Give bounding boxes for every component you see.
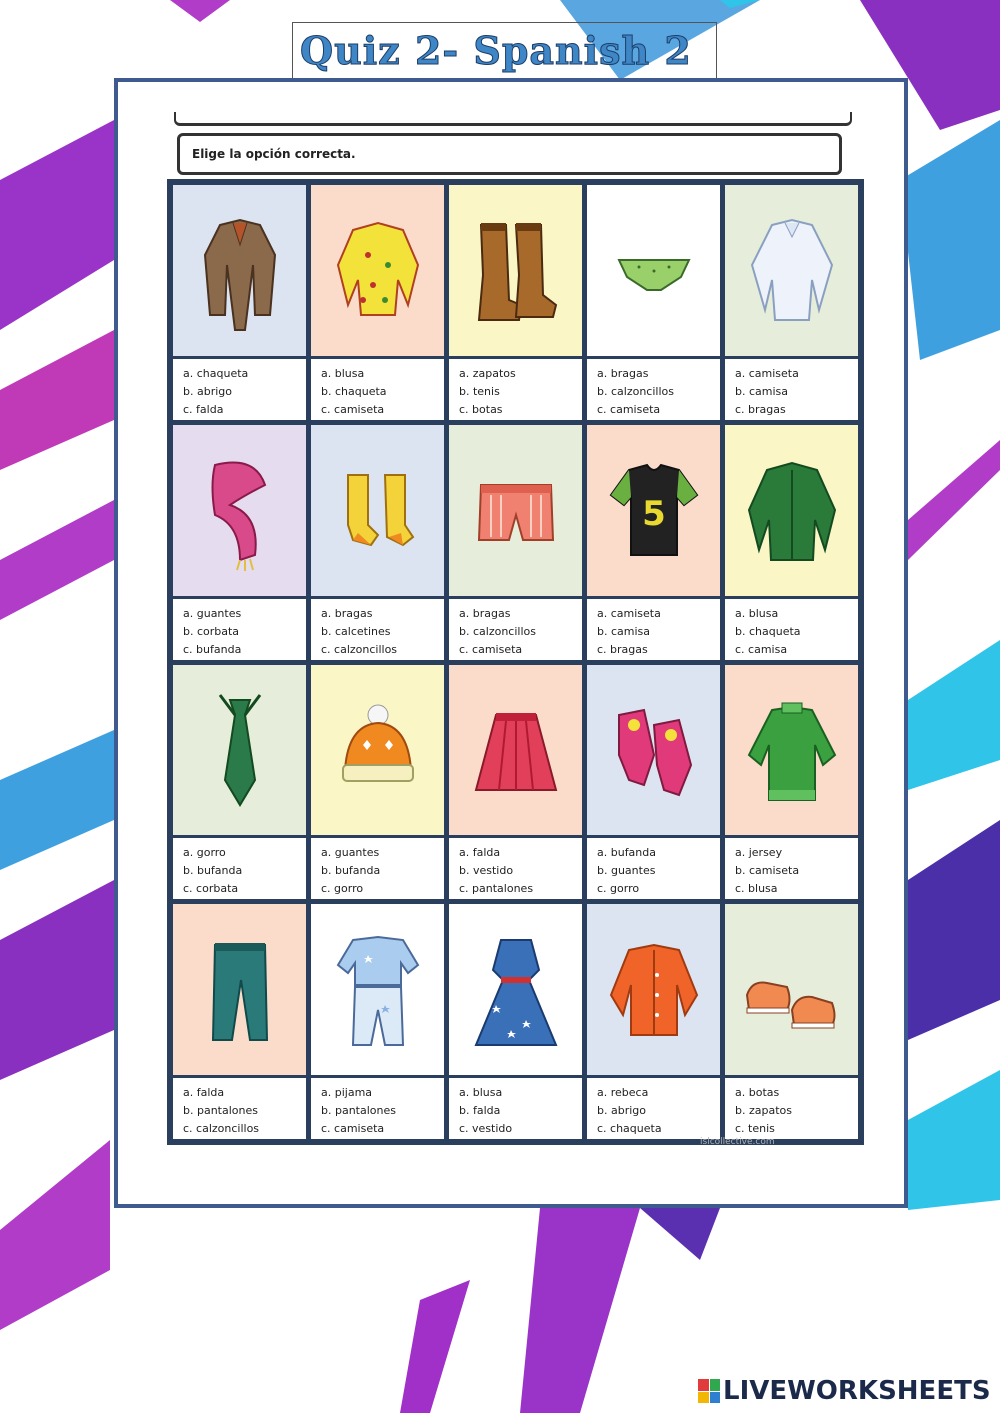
scarf-icon xyxy=(185,445,295,575)
logo-text: LIVEWORKSHEETS xyxy=(723,1376,991,1406)
card-options xyxy=(725,356,858,420)
answer-option[interactable]: b. guantes xyxy=(597,864,656,878)
quiz-card xyxy=(173,904,306,1139)
answer-option[interactable]: c. falda xyxy=(183,402,224,416)
card-picture xyxy=(449,185,582,356)
card-picture xyxy=(311,425,444,596)
answer-option[interactable]: a. zapatos xyxy=(459,366,516,380)
answer-option[interactable]: b. abrigo xyxy=(597,1104,646,1117)
quiz-card xyxy=(173,425,306,660)
answer-option[interactable]: c. bragas xyxy=(735,402,786,416)
hat-icon xyxy=(323,685,433,815)
answer-option[interactable]: a. blusa xyxy=(459,1086,503,1099)
tie-icon xyxy=(185,685,295,815)
answer-option[interactable]: b. camisa xyxy=(597,624,651,638)
answer-option[interactable]: b. chaqueta xyxy=(321,384,387,398)
quiz-card xyxy=(311,185,444,420)
card-picture xyxy=(311,665,444,836)
card-options xyxy=(173,835,306,899)
card-picture xyxy=(449,904,582,1075)
answer-option[interactable]: b. vestido xyxy=(459,864,514,878)
answer-option[interactable]: c. tenis xyxy=(735,1122,775,1135)
page-title: Quiz 2- Spanish 2 xyxy=(300,28,692,73)
tshirt-icon xyxy=(599,445,709,575)
green-jacket-icon xyxy=(737,445,847,575)
briefs-icon xyxy=(599,205,709,335)
trousers-icon xyxy=(185,925,295,1055)
card-picture xyxy=(587,425,720,596)
answer-option[interactable]: c. camiseta xyxy=(321,1122,385,1135)
answer-option[interactable]: c. gorro xyxy=(597,882,640,896)
answer-option[interactable]: a. bufanda xyxy=(597,846,656,860)
answer-option[interactable]: c. pantalones xyxy=(459,882,534,896)
tshirt-number: 5 xyxy=(641,494,666,535)
card-picture xyxy=(587,904,720,1075)
card-options xyxy=(449,356,582,420)
answer-option[interactable]: a. jersey xyxy=(735,846,783,860)
card-picture xyxy=(449,425,582,596)
quiz-card xyxy=(725,904,858,1139)
quiz-card xyxy=(449,425,582,660)
answer-option[interactable]: b. bufanda xyxy=(321,864,381,878)
card-picture xyxy=(173,425,306,596)
answer-option[interactable]: b. abrigo xyxy=(183,384,232,398)
card-picture xyxy=(311,185,444,356)
card-options xyxy=(173,356,306,420)
skirt-icon xyxy=(461,685,571,815)
card-picture xyxy=(449,665,582,836)
answer-option[interactable]: b. camiseta xyxy=(735,864,800,878)
card-options xyxy=(173,1075,306,1139)
clothes-grid xyxy=(167,179,864,1145)
answer-option[interactable]: b. corbata xyxy=(183,624,240,638)
answer-option[interactable]: a. blusa xyxy=(321,366,365,380)
answer-option[interactable]: c. camiseta xyxy=(321,402,385,416)
quiz-card xyxy=(587,665,720,900)
boots-icon xyxy=(461,205,571,335)
card-picture xyxy=(173,185,306,356)
quiz-card xyxy=(449,665,582,900)
answer-option[interactable]: b. tenis xyxy=(459,384,500,398)
quiz-card xyxy=(449,185,582,420)
card-options xyxy=(587,835,720,899)
quiz-card xyxy=(725,665,858,900)
cardigan-icon xyxy=(599,925,709,1055)
card-options xyxy=(587,1075,720,1139)
liveworksheets-logo xyxy=(698,1376,991,1406)
answer-option[interactable]: c. vestido xyxy=(459,1122,513,1135)
socks-icon xyxy=(323,445,433,575)
top-bar-divider xyxy=(174,112,852,126)
answer-option[interactable]: c. camiseta xyxy=(459,642,523,656)
answer-option[interactable]: b. calzoncillos xyxy=(597,384,674,398)
card-options xyxy=(173,596,306,660)
card-options xyxy=(587,596,720,660)
answer-option[interactable]: a. bragas xyxy=(321,606,373,620)
quiz-card xyxy=(587,904,720,1139)
coat-icon xyxy=(185,205,295,335)
card-options xyxy=(449,596,582,660)
quiz-card xyxy=(449,904,582,1139)
card-options xyxy=(311,1075,444,1139)
answer-option[interactable]: c. corbata xyxy=(183,882,239,896)
answer-option[interactable]: a. blusa xyxy=(735,606,779,620)
pajamas-icon xyxy=(323,925,433,1055)
answer-option[interactable]: c. camisa xyxy=(735,642,788,656)
answer-option[interactable]: b. chaqueta xyxy=(735,624,801,638)
card-picture xyxy=(725,425,858,596)
card-picture xyxy=(173,904,306,1075)
answer-option[interactable]: a. camiseta xyxy=(735,366,799,380)
answer-option[interactable]: a. camiseta xyxy=(597,606,661,620)
instructions: Elige la opción correcta. xyxy=(177,133,842,175)
card-picture xyxy=(587,185,720,356)
card-picture xyxy=(725,904,858,1075)
card-options xyxy=(311,356,444,420)
answer-option[interactable]: b. pantalones xyxy=(321,1104,396,1117)
answer-option[interactable]: c. chaqueta xyxy=(597,1122,662,1135)
quiz-card xyxy=(173,665,306,900)
answer-option[interactable]: b. calzoncillos xyxy=(459,624,536,638)
answer-option[interactable]: a. chaqueta xyxy=(183,366,249,380)
quiz-card xyxy=(173,185,306,420)
answer-option[interactable]: c. calzoncillos xyxy=(321,642,398,656)
jacket-dots-icon xyxy=(323,205,433,335)
card-options xyxy=(725,1075,858,1139)
card-options xyxy=(449,1075,582,1139)
answer-option[interactable]: b. camisa xyxy=(735,384,789,398)
answer-option[interactable]: a. bragas xyxy=(597,366,649,380)
answer-option[interactable]: a. bragas xyxy=(459,606,511,620)
quiz-card xyxy=(311,904,444,1139)
card-options xyxy=(449,835,582,899)
answer-option[interactable]: b. falda xyxy=(459,1104,501,1117)
card-picture xyxy=(725,185,858,356)
answer-option[interactable]: b. zapatos xyxy=(735,1104,792,1117)
card-picture xyxy=(587,665,720,836)
answer-option[interactable]: a. gorro xyxy=(183,846,226,860)
answer-option[interactable]: c. bufanda xyxy=(183,642,242,656)
answer-option[interactable]: c. botas xyxy=(459,402,503,416)
answer-option[interactable]: c. camiseta xyxy=(597,402,661,416)
quiz-card xyxy=(311,665,444,900)
card-picture xyxy=(173,665,306,836)
answer-option[interactable]: a. falda xyxy=(459,846,501,860)
answer-option[interactable]: a. rebeca xyxy=(597,1086,649,1099)
quiz-card xyxy=(725,425,858,660)
quiz-card xyxy=(725,185,858,420)
answer-option[interactable]: b. pantalones xyxy=(183,1104,258,1117)
card-options xyxy=(725,596,858,660)
answer-option[interactable]: c. calzoncillos xyxy=(183,1122,260,1135)
watermark: islcollective.com xyxy=(700,1137,775,1147)
answer-option[interactable]: a. botas xyxy=(735,1086,780,1099)
card-options xyxy=(311,835,444,899)
quiz-card xyxy=(587,425,720,660)
card-options xyxy=(725,835,858,899)
answer-option[interactable]: a. guantes xyxy=(321,846,380,860)
boxers-icon xyxy=(461,445,571,575)
shoes-icon xyxy=(737,925,847,1055)
dress-icon xyxy=(461,925,571,1055)
answer-option[interactable]: c. bragas xyxy=(597,642,648,656)
card-picture xyxy=(725,665,858,836)
answer-option[interactable]: a. guantes xyxy=(183,606,242,620)
logo-mark-icon xyxy=(698,1379,720,1403)
card-options xyxy=(587,356,720,420)
answer-option[interactable]: b. bufanda xyxy=(183,864,243,878)
answer-option[interactable]: a. falda xyxy=(183,1086,225,1099)
quiz-card xyxy=(587,185,720,420)
shirt-icon xyxy=(737,205,847,335)
card-picture xyxy=(311,904,444,1075)
quiz-card xyxy=(311,425,444,660)
sweater-icon xyxy=(737,685,847,815)
answer-option[interactable]: a. pijama xyxy=(321,1086,373,1099)
answer-option[interactable]: c. gorro xyxy=(321,882,364,896)
answer-option[interactable]: c. blusa xyxy=(735,882,778,896)
card-options xyxy=(311,596,444,660)
gloves-icon xyxy=(599,685,709,815)
answer-option[interactable]: b. calcetines xyxy=(321,624,391,638)
